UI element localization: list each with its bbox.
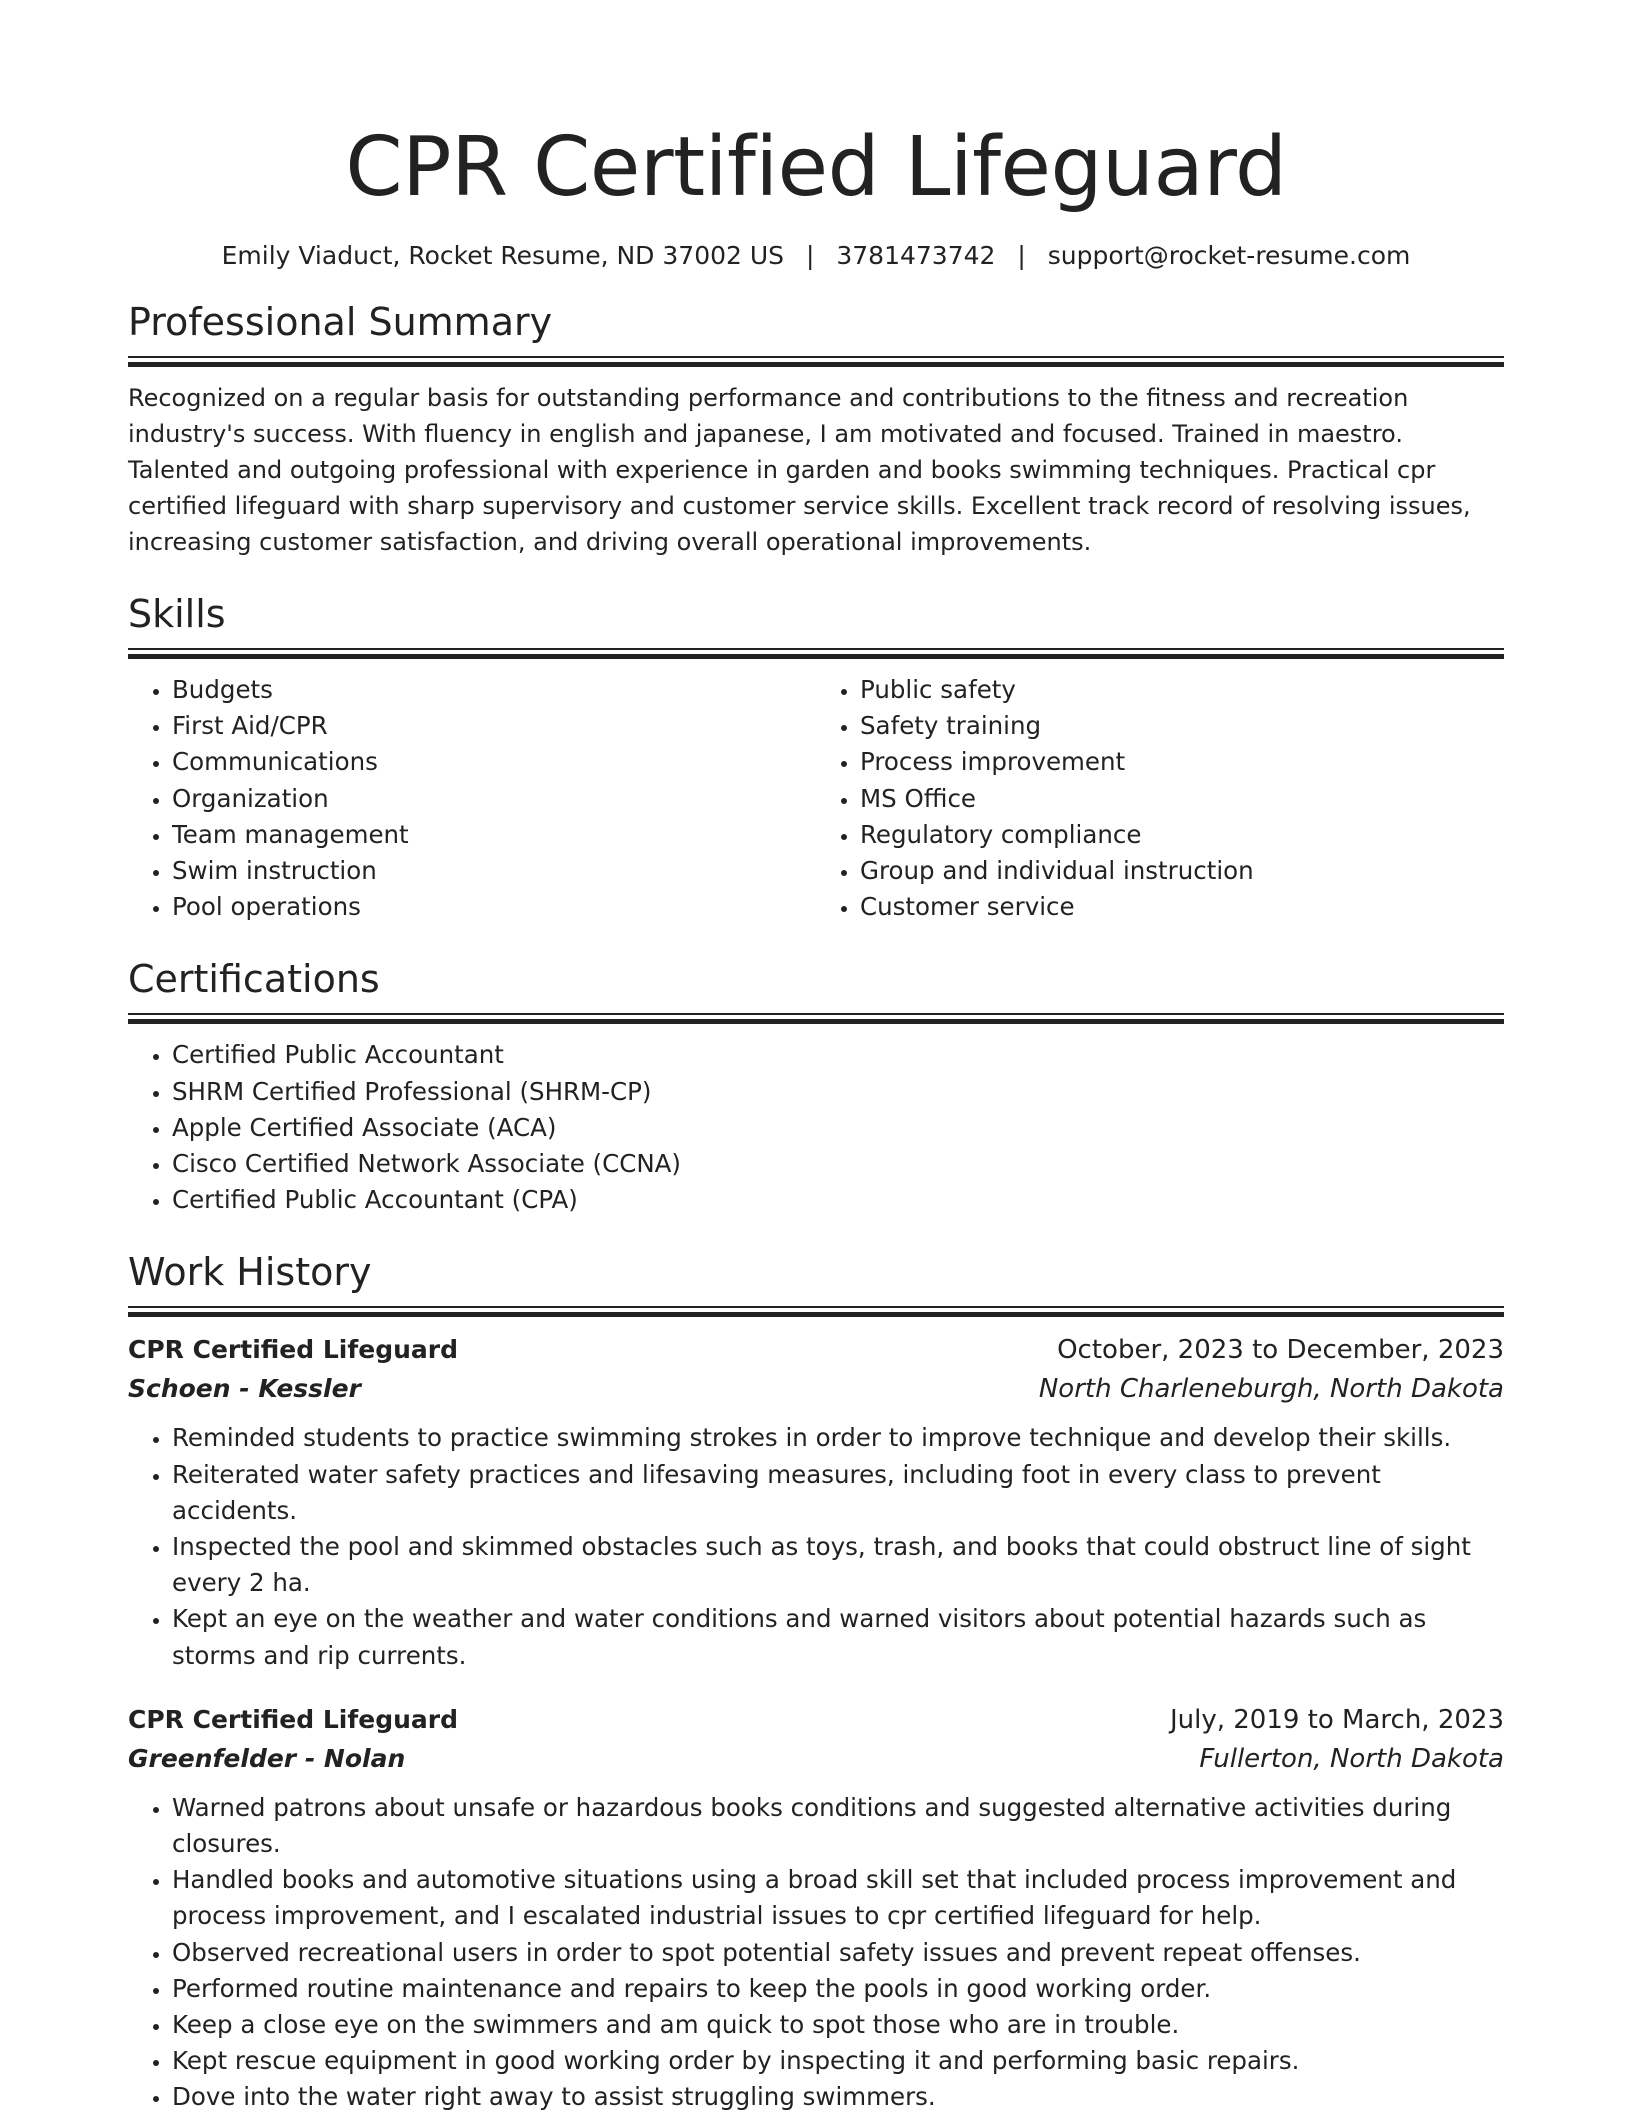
job-entry xyxy=(128,1700,1504,2116)
resume-page xyxy=(128,118,1504,2116)
job-bullets xyxy=(128,1790,1504,2116)
section-heading-work-history: Work History xyxy=(128,1250,372,1295)
job-bullet: • Reiterated water safety practices and lifesaving measures, including foot in every class to prevent accidents. xyxy=(172,1457,1504,1529)
job-header-row xyxy=(128,1330,1504,1370)
skill-item: • First Aid/CPR xyxy=(172,708,816,744)
summary-section xyxy=(128,298,1504,560)
contact-phone: 3781473742 xyxy=(836,241,996,270)
job-company: Schoen - Kessler xyxy=(128,1374,361,1404)
skill-item: • Pool operations xyxy=(172,889,816,925)
certification-item: • Certified Public Accountant xyxy=(172,1037,1504,1073)
skill-item: • Safety training xyxy=(860,708,1504,744)
certification-item: • Cisco Certified Network Associate (CCNA) xyxy=(172,1146,1504,1182)
certifications-section xyxy=(128,955,1504,1218)
job-bullet: • Kept an eye on the weather and water conditions and warned visitors about potential hazards such as storms and rip currents. xyxy=(172,1601,1504,1673)
skill-item: • MS Office xyxy=(860,781,1504,817)
section-divider xyxy=(128,648,1504,662)
skills-grid xyxy=(128,672,1504,925)
job-bullet: • Warned patrons about unsafe or hazardous books conditions and suggested alternative activities during closures. xyxy=(172,1790,1504,1862)
skill-item: • Process improvement xyxy=(860,744,1504,780)
skill-item: • Organization xyxy=(172,781,816,817)
job-bullet: • Dove into the water right away to assist struggling swimmers. xyxy=(172,2079,1504,2115)
skill-item: • Communications xyxy=(172,744,816,780)
certifications-list xyxy=(128,1037,1504,1218)
skill-item: • Customer service xyxy=(860,889,1504,925)
summary-text: Recognized on a regular basis for outstanding performance and contributions to the fitness and recreation industry's success. With fluency in english and japanese, I am motivated and focused. Trained in maestro. Talented and outgoing professional with experience in garden and books swimming techniques. Practical cpr certified lifeguard with sharp supervisory and customer service skills. Excellent track record of resolving issues, increasing customer satisfaction, and driving overall operational improvements. xyxy=(128,384,1471,556)
contact-line xyxy=(128,238,1504,274)
skill-item: • Public safety xyxy=(860,672,1504,708)
skill-item: • Regulatory compliance xyxy=(860,817,1504,853)
job-location: Fullerton, North Dakota xyxy=(1199,1743,1504,1774)
section-divider xyxy=(128,1306,1504,1320)
skill-item: • Budgets xyxy=(172,672,816,708)
contact-address: Emily Viaduct, Rocket Resume, ND 37002 US xyxy=(221,241,785,270)
job-title: CPR Certified Lifeguard xyxy=(128,1704,458,1734)
skill-item: • Team management xyxy=(172,817,816,853)
job-bullet: • Observed recreational users in order to spot potential safety issues and prevent repeat offenses. xyxy=(172,1935,1504,1971)
skills-list-left xyxy=(128,672,816,925)
contact-email: support@rocket-resume.com xyxy=(1047,241,1411,270)
skill-item: • Group and individual instruction xyxy=(860,853,1504,889)
work-history-section xyxy=(128,1248,1504,2115)
certification-item: • SHRM Certified Professional (SHRM-CP) xyxy=(172,1074,1504,1110)
job-header-row xyxy=(128,1700,1504,1740)
certification-item: • Certified Public Accountant (CPA) xyxy=(172,1182,1504,1218)
job-dates: October, 2023 to December, 2023 xyxy=(1057,1335,1504,1366)
job-bullet: • Keep a close eye on the swimmers and am quick to spot those who are in trouble. xyxy=(172,2007,1504,2043)
skills-section xyxy=(128,590,1504,925)
resume-title: CPR Certified Lifeguard xyxy=(345,120,1287,215)
section-heading-skills: Skills xyxy=(128,592,226,636)
job-entry xyxy=(128,1330,1504,1673)
section-heading-summary: Professional Summary xyxy=(128,300,553,344)
skill-item: • Swim instruction xyxy=(172,853,816,889)
job-bullets xyxy=(128,1420,1504,1673)
job-company: Greenfelder - Nolan xyxy=(128,1743,406,1773)
job-location: North Charleneburgh, North Dakota xyxy=(1038,1374,1504,1405)
job-bullet: • Handled books and automotive situations using a broad skill set that included process improvement and process improvement, and I escalated industrial issues to cpr certified lifeguard for help. xyxy=(172,1862,1504,1934)
job-subheader-row xyxy=(128,1370,1504,1408)
job-bullet: • Performed routine maintenance and repairs to keep the pools in good working order. xyxy=(172,1971,1504,2007)
job-title: CPR Certified Lifeguard xyxy=(128,1335,458,1365)
job-bullet: • Kept rescue equipment in good working order by inspecting it and performing basic repairs. xyxy=(172,2043,1504,2079)
section-heading-certifications: Certifications xyxy=(128,957,380,1002)
job-dates: July, 2019 to March, 2023 xyxy=(1169,1704,1504,1735)
skills-list-right xyxy=(816,672,1504,925)
contact-separator: | xyxy=(1017,241,1026,270)
section-divider xyxy=(128,1013,1504,1027)
job-bullet: • Inspected the pool and skimmed obstacles such as toys, trash, and books that could obstruct line of sight every 2 ha. xyxy=(172,1529,1504,1601)
section-divider xyxy=(128,356,1504,370)
contact-separator: | xyxy=(805,241,815,270)
job-bullet: • Reminded students to practice swimming strokes in order to improve technique and develop their skills. xyxy=(172,1420,1504,1456)
certification-item: • Apple Certified Associate (ACA) xyxy=(172,1110,1504,1146)
job-subheader-row xyxy=(128,1740,1504,1778)
